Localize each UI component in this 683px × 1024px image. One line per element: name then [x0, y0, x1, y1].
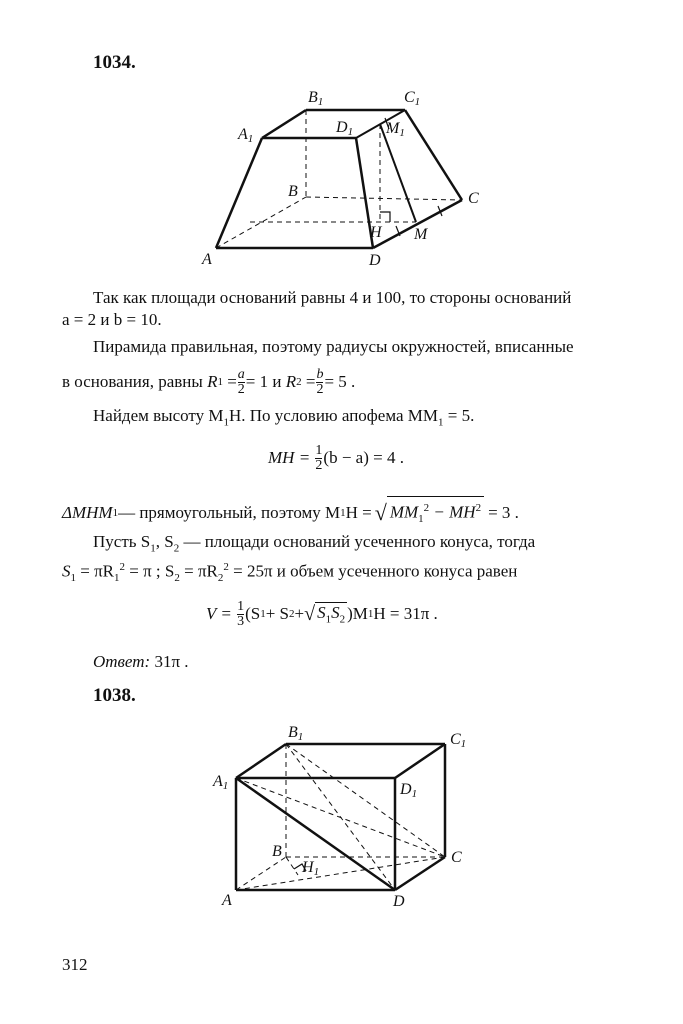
mm1-sup: 2 [423, 502, 430, 514]
eq-sign-1: = [227, 372, 237, 391]
text-line-4 [62, 360, 355, 404]
s2-eq-sub: 2 [174, 572, 180, 585]
m1h-result: = 3 . [488, 503, 519, 523]
v-result: H = 31π . [373, 604, 438, 623]
v-root-s1: S [317, 603, 326, 623]
v-root-s1-sub: 1 [325, 613, 332, 626]
label-a-2: A [222, 892, 232, 909]
fraction-a-over-2 [238, 368, 245, 397]
r2-sub: 2 [296, 376, 302, 388]
label-b1-2-sub: 1 [297, 731, 304, 743]
third-den: 3 [237, 613, 245, 629]
answer-line [93, 651, 189, 673]
figure-1034-truncated-pyramid [195, 85, 495, 270]
svg-text:D1 [399, 781, 417, 800]
apothem-text: H. По условию апофема MM [228, 406, 439, 425]
text-line-5 [93, 405, 474, 433]
v-lhs: V = [206, 604, 232, 623]
label-b1-2: B [288, 724, 298, 741]
fraction-b-over-2 [316, 368, 323, 397]
cone-bases-text: — площади оснований усеченного конуса, тогда [179, 532, 536, 551]
triangle-name: ΔMHM [62, 503, 113, 523]
label-m1-sub: 1 [399, 127, 405, 139]
inscribed-radii-lead: в основания, равны [62, 372, 203, 391]
frac-b-num: b [316, 366, 324, 382]
text-line-1: Так как площади оснований равны 4 и 100, то стороны оснований [93, 288, 572, 307]
label-c1: C [404, 89, 415, 106]
svg-text:A1 [237, 126, 253, 145]
right-triangle-text: — прямоугольный, поэтому M [118, 503, 341, 523]
v-root-s2-sub: 2 [339, 613, 346, 626]
mh-sup: 2 [475, 502, 482, 514]
v-root-s2: S [331, 603, 340, 623]
label-a: A [202, 251, 212, 268]
label-h1-2-sub: 1 [313, 866, 320, 878]
text-line-3: Пирамида правильная, поэтому радиусы окружностей, вписанные [93, 337, 574, 356]
svg-text:A1 [212, 773, 228, 792]
problem-number-1034: 1034. [93, 52, 136, 73]
m1h-sub: 1 [340, 507, 346, 520]
formula-mh [268, 436, 404, 480]
eq-sign-2: = [305, 372, 316, 391]
text-line-2: a = 2 и b = 10. [62, 310, 162, 329]
label-c1-2: C [450, 731, 461, 748]
answer-value: 31π . [150, 652, 189, 671]
half-num: 1 [315, 442, 323, 458]
frac-a-num: a [237, 366, 245, 382]
svg-text:C1 [404, 89, 420, 108]
sqrt-sign: √ [374, 500, 387, 526]
s1-symbol: S [62, 561, 71, 581]
sqrt-radicand [387, 496, 484, 530]
r1-eq-sub: 1 [114, 572, 120, 585]
formula-volume [206, 591, 438, 637]
v-plus-s2: + S [265, 604, 289, 623]
label-d1-sub: 1 [347, 126, 354, 138]
fraction-third [237, 600, 244, 629]
r1-symbol: R [207, 372, 218, 391]
text-line-6 [62, 496, 519, 530]
sqrt-sign-2: √ [304, 602, 316, 625]
s2-formula: = πR [179, 561, 218, 581]
height-sub: 1 [223, 416, 229, 429]
label-c1-sub: 1 [414, 96, 421, 108]
label-b1-sub: 1 [317, 96, 324, 108]
s2-lead: , S [155, 532, 174, 551]
label-b1: B [308, 89, 318, 106]
v-m1-sub: 1 [367, 608, 374, 620]
label-a1-2: A [213, 773, 223, 790]
r1-result: = 1 и [245, 372, 282, 391]
frac-b-den: 2 [316, 381, 324, 397]
label-h1-2: H [302, 859, 314, 876]
mm1-sub: 1 [418, 513, 424, 526]
label-m1: M [386, 120, 400, 137]
mh-rhs: (b − a) = 4 . [323, 448, 404, 467]
m1h-eq: H = [345, 503, 372, 523]
v-open: (S [245, 604, 261, 623]
r2-eq-sup: 2 [223, 561, 229, 573]
label-m: M [414, 226, 428, 243]
fraction-half [315, 444, 322, 473]
text-line-8 [62, 556, 517, 589]
svg-text:B1 [288, 724, 303, 743]
frac-a-den: 2 [237, 381, 245, 397]
mh-lhs: MH = [268, 448, 311, 467]
r1-sub: 1 [217, 376, 223, 388]
label-a1-sub: 1 [247, 133, 254, 145]
label-a1-2-sub: 1 [222, 780, 229, 792]
svg-text:D1 [335, 119, 353, 138]
s1-value: = π ; S [125, 561, 175, 581]
r2-symbol: R [285, 372, 297, 391]
v-s1-sub: 1 [260, 608, 266, 620]
label-c1-2-sub: 1 [460, 738, 467, 750]
r2-result: = 5 . [324, 372, 356, 391]
page-number: 312 [62, 955, 88, 974]
label-c-2: C [451, 849, 462, 866]
svg-text:H1 [301, 859, 319, 878]
label-a1: A [238, 126, 248, 143]
sqrt-radicand-2 [315, 602, 347, 625]
problem-number-1038: 1038. [93, 685, 136, 706]
v-close: )M [347, 604, 368, 623]
apothem-value: = 5. [443, 406, 475, 425]
label-b: B [288, 183, 298, 200]
third-num: 1 [237, 598, 245, 614]
s2-sub: 2 [173, 542, 180, 555]
mh-term: − MH [429, 502, 476, 522]
label-d1-2: D [400, 781, 412, 798]
label-d1: D [336, 119, 348, 136]
s1-formula: = πR [76, 561, 115, 581]
svg-text:B1 [308, 89, 323, 108]
r1-eq-sup: 2 [119, 561, 126, 573]
apothem-sub: 1 [438, 416, 444, 429]
label-h: H [370, 224, 382, 241]
label-d1-2-sub: 1 [411, 788, 418, 800]
label-d-2: D [393, 893, 405, 910]
volume-lead: = 25π и объем усеченного конуса равен [228, 561, 518, 581]
r2-eq-sub: 2 [217, 572, 224, 585]
s1-sub: 1 [150, 542, 156, 555]
figure-1038-box [205, 720, 505, 910]
label-d: D [369, 252, 381, 269]
label-c: C [468, 190, 479, 207]
svg-text:C1 [450, 731, 466, 750]
label-b-2: B [272, 843, 282, 860]
svg-text:M1 [385, 120, 405, 139]
s1-lead: Пусть S [93, 532, 151, 551]
height-lead: Найдем высоту M [93, 406, 224, 425]
mm1-term: MM [389, 502, 419, 522]
v-plus: + [294, 604, 305, 623]
v-s2-sub: 2 [288, 608, 295, 620]
s1-eq-sub: 1 [70, 572, 76, 585]
answer-label: Ответ: [93, 652, 151, 671]
triangle-sub: 1 [112, 507, 119, 520]
half-den: 2 [315, 457, 323, 473]
